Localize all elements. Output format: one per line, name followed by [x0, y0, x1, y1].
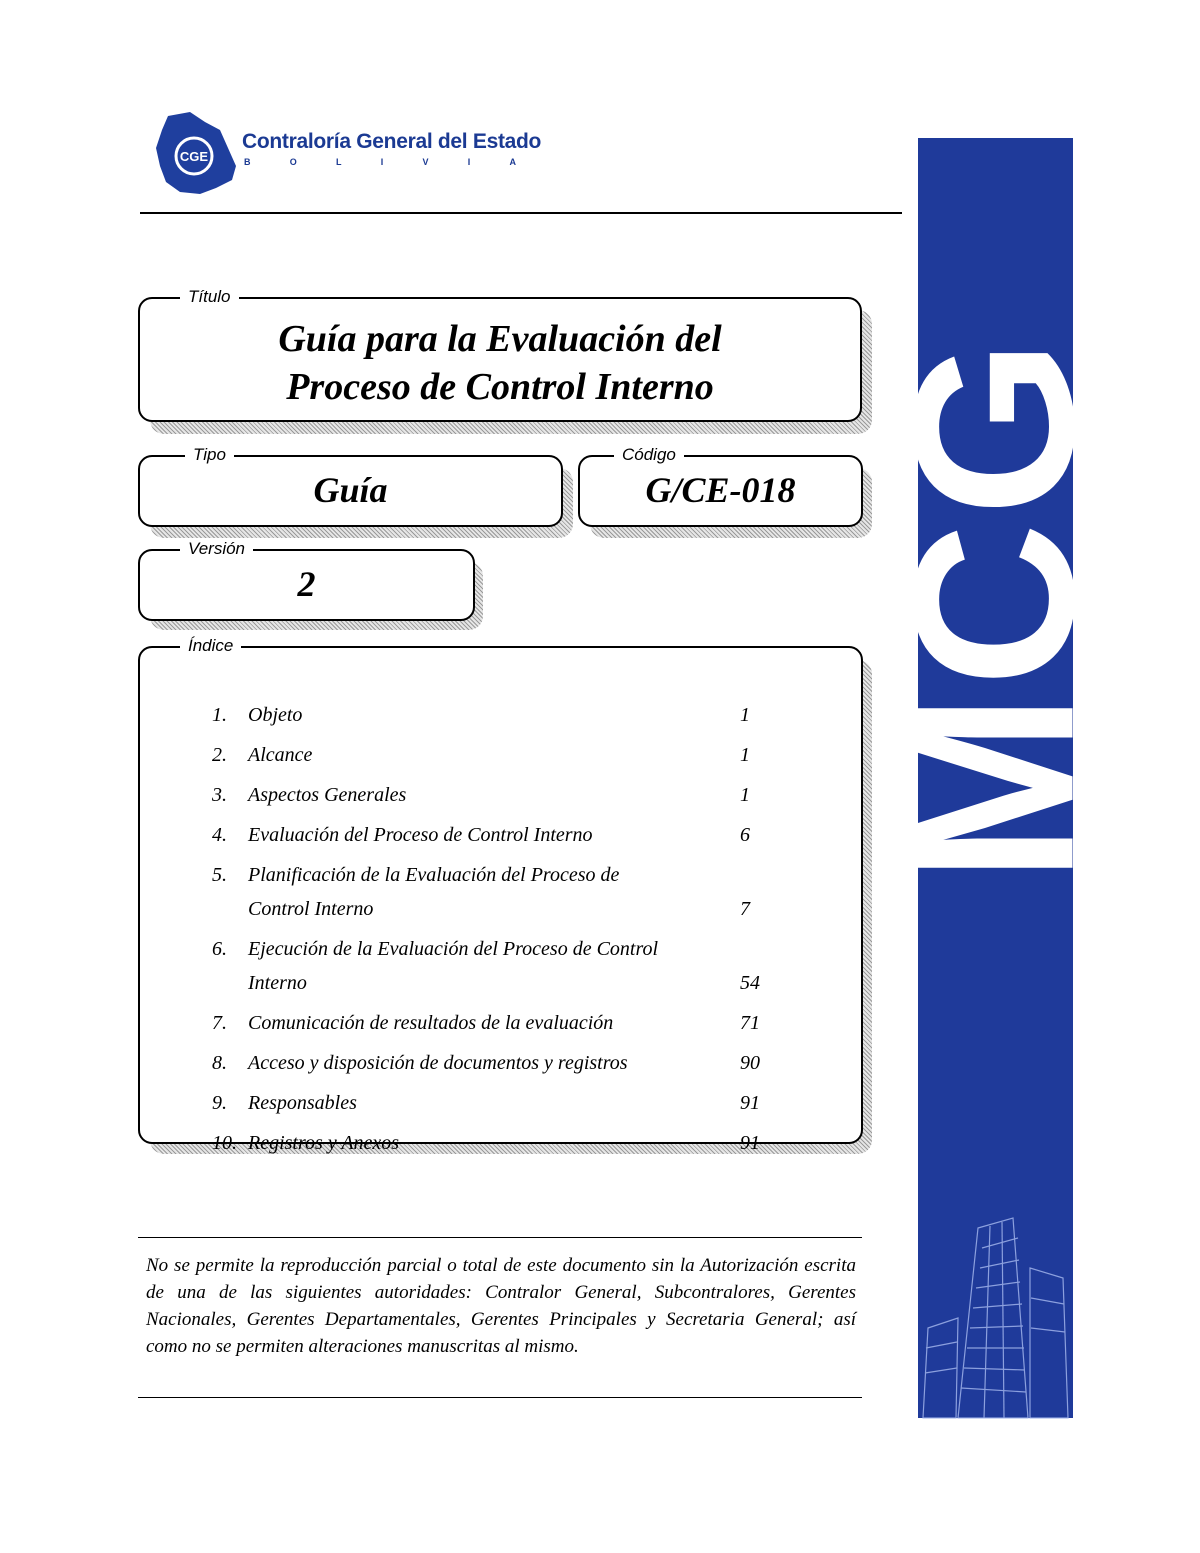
logo-name: Contraloría General del Estado: [242, 130, 542, 153]
toc-entry: 3. Aspectos Generales 1: [212, 784, 750, 806]
logo-country: B O L I V I A: [244, 157, 516, 167]
notice-top-rule: [138, 1237, 862, 1238]
logo-emblem: CGE: [179, 149, 209, 164]
version-value: 2: [297, 564, 316, 604]
tipo-value: Guía: [313, 470, 388, 510]
building-illustration: [918, 1208, 1073, 1418]
mcg-band-text: MCG: [867, 333, 1122, 883]
toc-entry: 6. Ejecución de la Evaluación del Proceso de Control Interno 54: [212, 938, 760, 994]
toc-entry: 9. Responsables 91: [212, 1092, 760, 1114]
version-label: Versión: [180, 538, 253, 560]
toc-entry: 2. Alcance 1: [212, 744, 750, 766]
title-label: Título: [180, 286, 239, 308]
codigo-box: [578, 445, 863, 527]
document-title: Guía para la Evaluación del Proceso de Control Interno: [278, 318, 722, 408]
index-label: Índice: [180, 635, 241, 657]
toc-entry: 1. Objeto 1: [212, 704, 750, 726]
reproduction-notice: No se permite la reproducción parcial o total de este documento sin la Autorización escrita de una de las siguientes autoridades: Contralor General, Subcontralores, Gerentes Nacionales, Gerentes Departamentales, Gerentes Principales y Secretaria General; así como no se permiten alteraciones manuscritas al mismo.: [146, 1255, 856, 1357]
table-of-contents: [212, 698, 772, 1166]
toc-entry: 10. Registros y Anexos 91: [212, 1132, 760, 1154]
toc-entry: 4. Evaluación del Proceso de Control Interno 6: [212, 824, 750, 846]
tipo-box: [138, 445, 563, 527]
toc-entry: 7. Comunicación de resultados de la evaluación 71: [212, 1012, 760, 1034]
version-box: [138, 539, 475, 621]
mcg-side-band: [867, 138, 1122, 1418]
header-divider: [140, 212, 902, 214]
toc-entry: 8. Acceso y disposición de documentos y registros 90: [212, 1052, 760, 1074]
title-box: [138, 287, 862, 422]
toc-entry: 5. Planificación de la Evaluación del Proceso de Control Interno 7: [212, 864, 750, 920]
codigo-label: Código: [614, 444, 684, 466]
tipo-label: Tipo: [185, 444, 234, 466]
notice-bottom-rule: [138, 1397, 862, 1398]
codigo-value: G/CE-018: [645, 470, 796, 510]
